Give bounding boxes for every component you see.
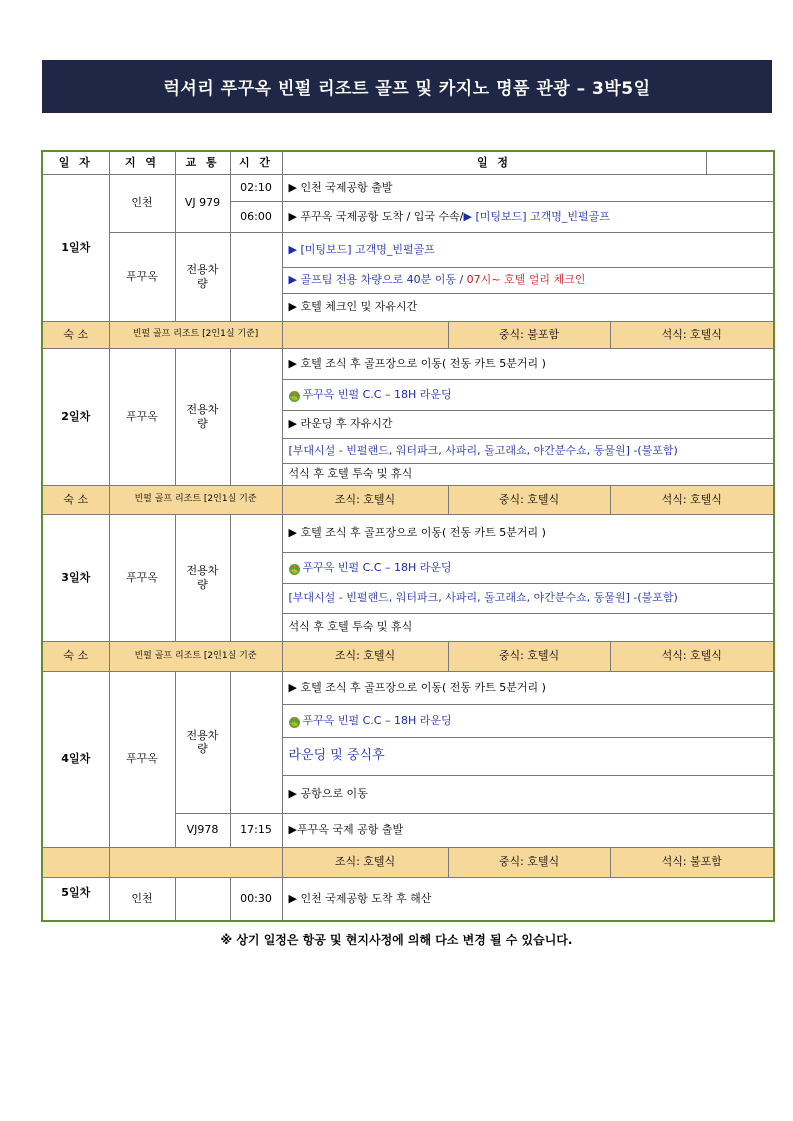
day5-region: 인천 bbox=[109, 877, 175, 921]
stay1-hotel: 빈펄 골프 리조트 [2인1실 기준] bbox=[109, 321, 282, 348]
day3-time-empty bbox=[230, 514, 282, 641]
day1-flight: VJ 979 bbox=[175, 174, 230, 232]
day1-line2b: ▶ [미팅보드] 고객명_빈펄골프 bbox=[463, 209, 610, 223]
stay1-breakfast-empty bbox=[282, 321, 448, 348]
day4-time-empty bbox=[230, 671, 282, 813]
itinerary-table bbox=[41, 150, 775, 922]
day4-label: 4일차 bbox=[42, 671, 109, 847]
day1-region-a: 인천 bbox=[109, 174, 175, 232]
day3-label: 3일차 bbox=[42, 514, 109, 641]
stay2-dinner: 석식: 호텔식 bbox=[610, 485, 774, 514]
document-title: 럭셔리 푸꾸옥 빈펄 리조트 골프 및 카지노 명품 관광 – 3박5일 bbox=[42, 60, 772, 113]
day3-line2: 푸꾸옥 빈펄 C.C – 18H 라운딩 bbox=[302, 560, 452, 574]
day1-line2a: ▶ 푸꾸옥 국제공항 도착 / 입국 수속/ bbox=[288, 209, 464, 223]
table-header-row bbox=[42, 151, 774, 174]
day2-line4: [부대시설 - 빈펄랜드, 워터파크, 사파리, 돌고래쇼, 야간분수쇼, 동물원] -(불포함) bbox=[282, 438, 774, 463]
day3-line3: [부대시설 - 빈펄랜드, 워터파크, 사파리, 돌고래쇼, 야간분수쇼, 동물원] -(불포함) bbox=[282, 583, 774, 613]
stay2-row bbox=[42, 485, 774, 514]
stay1-row bbox=[42, 321, 774, 348]
day2-line2-cell bbox=[282, 379, 774, 410]
day2-line2: 푸꾸옥 빈펄 C.C – 18H 라운딩 bbox=[302, 387, 452, 401]
day5-label: 5일차 bbox=[42, 877, 109, 921]
golf-icon: ⛳ bbox=[289, 391, 299, 401]
day1-vehicle: 전용차량 bbox=[175, 232, 230, 321]
meals4-lunch: 중식: 호텔식 bbox=[448, 847, 610, 877]
meals4-empty-2 bbox=[109, 847, 282, 877]
day5-time: 00:30 bbox=[230, 877, 282, 921]
day4-line1: ▶ 호텔 조식 후 골프장으로 이동( 전동 카트 5분거리 ) bbox=[282, 671, 774, 704]
day4-line5: ▶푸꾸옥 국제 공항 출발 bbox=[282, 813, 774, 847]
day5-transport-empty bbox=[175, 877, 230, 921]
day1-line3: ▶ [미팅보드] 고객명_빈펄골프 bbox=[282, 232, 774, 267]
golf-icon: ⛳ bbox=[289, 717, 299, 727]
day4-vehicle: 전용차량 bbox=[175, 671, 230, 813]
stay1-lunch: 중식: 불포함 bbox=[448, 321, 610, 348]
day1-line1: ▶ 인천 국제공항 출발 bbox=[282, 174, 774, 201]
day2-line5: 석식 후 호텔 투숙 및 휴식 bbox=[282, 463, 774, 485]
day4-region: 푸꾸옥 bbox=[109, 671, 175, 847]
stay1-label: 숙 소 bbox=[42, 321, 109, 348]
header-schedule: 일 정 bbox=[282, 151, 706, 174]
day2-line3: ▶ 라운딩 후 자유시간 bbox=[282, 410, 774, 438]
stay2-hotel: 빈펄 골프 리조트 [2인1실 기준 bbox=[109, 485, 282, 514]
day1-region-b: 푸꾸옥 bbox=[109, 232, 175, 321]
day4-flight: VJ978 bbox=[175, 813, 230, 847]
day3-line2-cell bbox=[282, 552, 774, 583]
header-transport: 교 통 bbox=[175, 151, 230, 174]
day3-vehicle: 전용차량 bbox=[175, 514, 230, 641]
meals4-breakfast: 조식: 호텔식 bbox=[282, 847, 448, 877]
day4-row-1 bbox=[42, 671, 774, 704]
stay1-dinner: 석식: 호텔식 bbox=[610, 321, 774, 348]
stay3-row bbox=[42, 641, 774, 671]
day4-time: 17:15 bbox=[230, 813, 282, 847]
day2-region: 푸꾸옥 bbox=[109, 348, 175, 485]
day5-row bbox=[42, 877, 774, 921]
stay2-breakfast: 조식: 호텔식 bbox=[282, 485, 448, 514]
day3-region: 푸꾸옥 bbox=[109, 514, 175, 641]
day4-line2: 푸꾸옥 빈펄 C.C – 18H 라운딩 bbox=[302, 713, 452, 727]
day2-row-1 bbox=[42, 348, 774, 379]
day1-time1: 02:10 bbox=[230, 174, 282, 201]
header-empty bbox=[706, 151, 774, 174]
day1-time2: 06:00 bbox=[230, 201, 282, 232]
header-date: 일 자 bbox=[42, 151, 109, 174]
header-region: 지 역 bbox=[109, 151, 175, 174]
stay3-lunch: 중식: 호텔식 bbox=[448, 641, 610, 671]
day5-line1: ▶ 인천 국제공항 도착 후 해산 bbox=[282, 877, 774, 921]
day3-line4: 석식 후 호텔 투숙 및 휴식 bbox=[282, 613, 774, 641]
day2-vehicle: 전용차량 bbox=[175, 348, 230, 485]
golf-icon: ⛳ bbox=[289, 564, 299, 574]
stay3-dinner: 석식: 호텔식 bbox=[610, 641, 774, 671]
stay3-breakfast: 조식: 호텔식 bbox=[282, 641, 448, 671]
meals4-row bbox=[42, 847, 774, 877]
day1-label: 1일차 bbox=[42, 174, 109, 321]
day2-time-empty bbox=[230, 348, 282, 485]
day4-line2-cell bbox=[282, 704, 774, 737]
day1-line4b: 07시~ 호텔 얼리 체크인 bbox=[466, 273, 586, 287]
meals4-empty-1 bbox=[42, 847, 109, 877]
header-time: 시 간 bbox=[230, 151, 282, 174]
meals4-dinner: 석식: 불포함 bbox=[610, 847, 774, 877]
day1-line4 bbox=[282, 267, 774, 293]
day1-row-3 bbox=[42, 232, 774, 267]
day1-time-empty bbox=[230, 232, 282, 321]
stay2-lunch: 중식: 호텔식 bbox=[448, 485, 610, 514]
disclaimer-note: ※ 상기 일정은 항공 및 현지사정에 의해 다소 변경 될 수 있습니다. bbox=[220, 933, 573, 947]
day2-label: 2일차 bbox=[42, 348, 109, 485]
day1-line2 bbox=[282, 201, 774, 232]
day1-row-1 bbox=[42, 174, 774, 201]
day2-line1: ▶ 호텔 조식 후 골프장으로 이동( 전동 카트 5분거리 ) bbox=[282, 348, 774, 379]
day4-line4: ▶ 공항으로 이동 bbox=[282, 775, 774, 813]
day1-line4a: ▶ 골프팀 전용 차량으로 40분 이동 / bbox=[288, 273, 467, 287]
stay3-label: 숙 소 bbox=[42, 641, 109, 671]
day3-line1: ▶ 호텔 조식 후 골프장으로 이동( 전동 카트 5분거리 ) bbox=[282, 514, 774, 552]
stay3-hotel: 빈펄 골프 리조트 [2인1실 기준 bbox=[109, 641, 282, 671]
day1-line5: ▶ 호텔 체크인 및 자유시간 bbox=[282, 293, 774, 321]
stay2-label: 숙 소 bbox=[42, 485, 109, 514]
day3-row-1 bbox=[42, 514, 774, 552]
day4-line3: 라운딩 및 중식후 bbox=[282, 737, 774, 775]
